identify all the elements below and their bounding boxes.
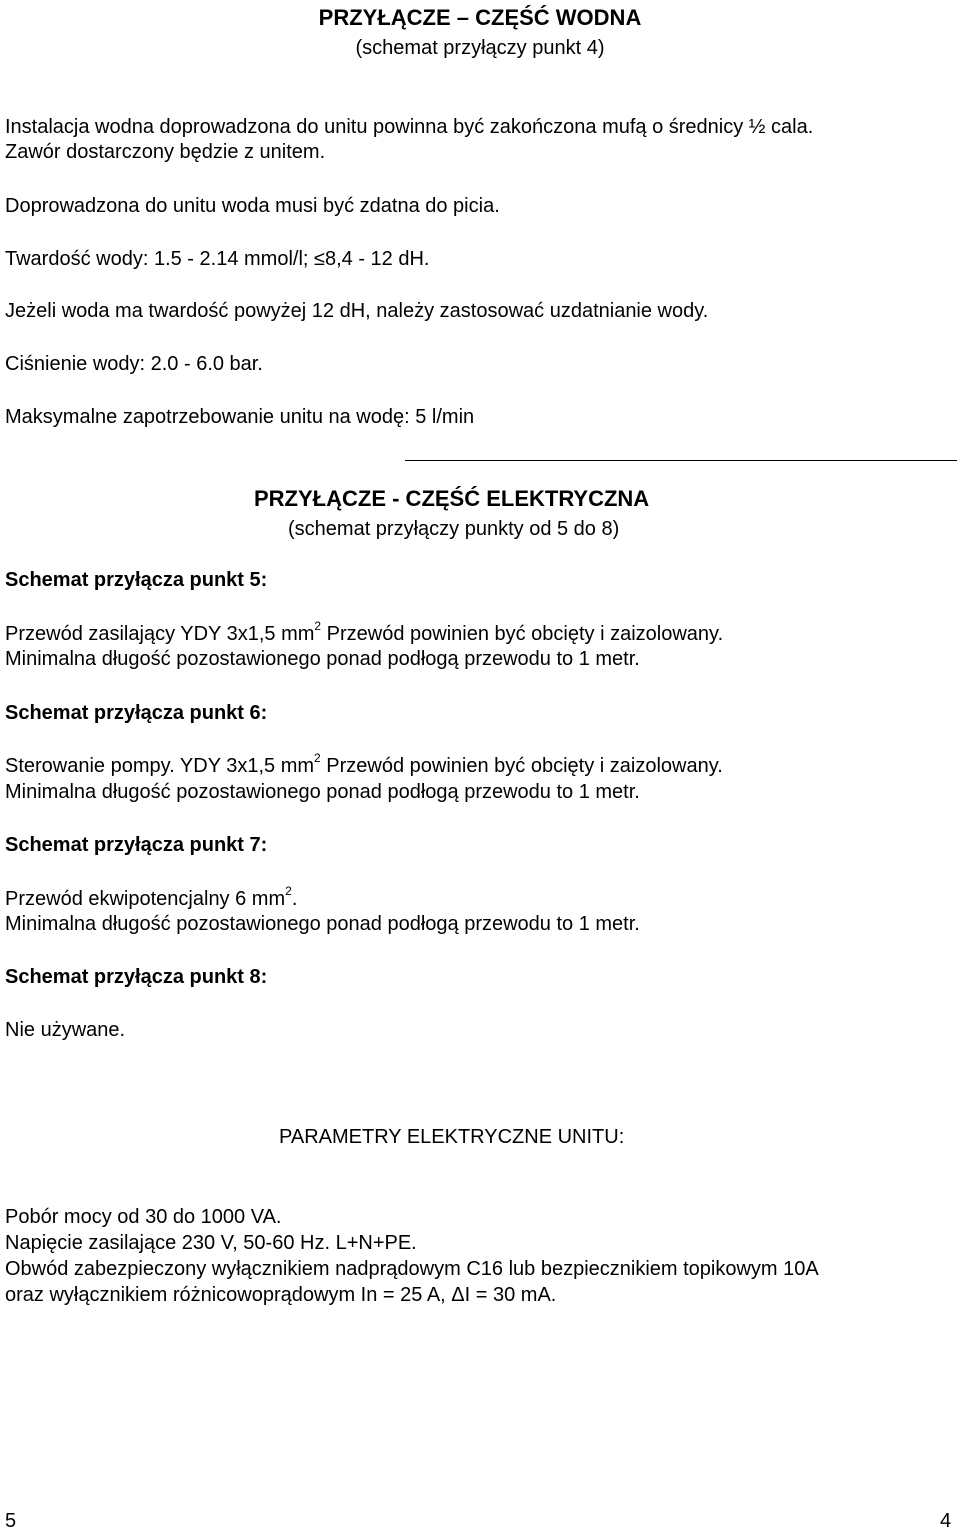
water-line-3: Doprowadzona do unitu woda musi być zdatna do picia. (5, 195, 500, 217)
params-line-3: Obwód zabezpieczony wyłącznikiem nadprądowym C16 lub bezpiecznikiem topikowym 10A (5, 1258, 819, 1280)
water-section-subtitle: (schemat przyłączy punkt 4) (355, 37, 605, 59)
point-6-line-2: Minimalna długość pozostawionego ponad podłogą przewodu to 1 metr. (5, 781, 640, 803)
point-5-heading: Schemat przyłącza punkt 5: (5, 569, 268, 591)
electric-section-subtitle: (schemat przyłączy punkty od 5 do 8) (288, 518, 620, 540)
section-divider (405, 460, 957, 461)
point-7-line-2: Minimalna długość pozostawionego ponad podłogą przewodu to 1 metr. (5, 913, 640, 935)
params-line-2: Napięcie zasilające 230 V, 50-60 Hz. L+N+PE. (5, 1232, 417, 1254)
page-number-left: 5 (5, 1510, 17, 1532)
point-8-line-1: Nie używane. (5, 1019, 126, 1041)
electric-section-title: PRZYŁĄCZE - CZĘŚĆ ELEKTRYCZNA (254, 486, 650, 511)
water-line-5: Jeżeli woda ma twardość powyżej 12 dH, należy zastosować uzdatnianie wody. (5, 300, 709, 322)
params-title: PARAMETRY ELEKTRYCZNE UNITU: (279, 1126, 625, 1148)
params-line-1: Pobór mocy od 30 do 1000 VA. (5, 1206, 282, 1228)
water-section-title: PRZYŁĄCZE – CZĘŚĆ WODNA (318, 5, 642, 30)
water-line-7: Maksymalne zapotrzebowanie unitu na wodę: 5 l/min (5, 406, 475, 428)
point-7-line-1: Przewód ekwipotencjalny 6 $mm^2$. (5, 884, 298, 910)
water-line-2: Zawór dostarczony będzie z unitem. (5, 141, 326, 163)
params-line-4: oraz wyłącznikiem różnicowoprądowym In = 25 A, ΔI = 30 mA. (5, 1284, 557, 1306)
point-6-line-1: Sterowanie pompy. YDY 3x1,5 $mm^2$ Przewód powinien być obcięty i zaizolowany. (5, 751, 723, 777)
point-8-heading: Schemat przyłącza punkt 8: (5, 966, 268, 988)
point-6-heading: Schemat przyłącza punkt 6: (5, 702, 268, 724)
point-5-line-2: Minimalna długość pozostawionego ponad podłogą przewodu to 1 metr. (5, 648, 640, 670)
point-5-line-1: Przewód zasilający YDY 3x1,5 $mm^2$ Przewód powinien być obcięty i zaizolowany. (5, 619, 724, 645)
point-7-heading: Schemat przyłącza punkt 7: (5, 834, 268, 856)
water-line-6: Ciśnienie wody: 2.0 - 6.0 bar. (5, 353, 263, 375)
page-number-right: 4 (940, 1510, 952, 1532)
water-line-4: Twardość wody: 1.5 - 2.14 mmol/l; ≤8,4 - 12 dH. (5, 248, 430, 270)
water-line-1: Instalacja wodna doprowadzona do unitu powinna być zakończona mufą o średnicy ½ cala. (5, 116, 814, 138)
